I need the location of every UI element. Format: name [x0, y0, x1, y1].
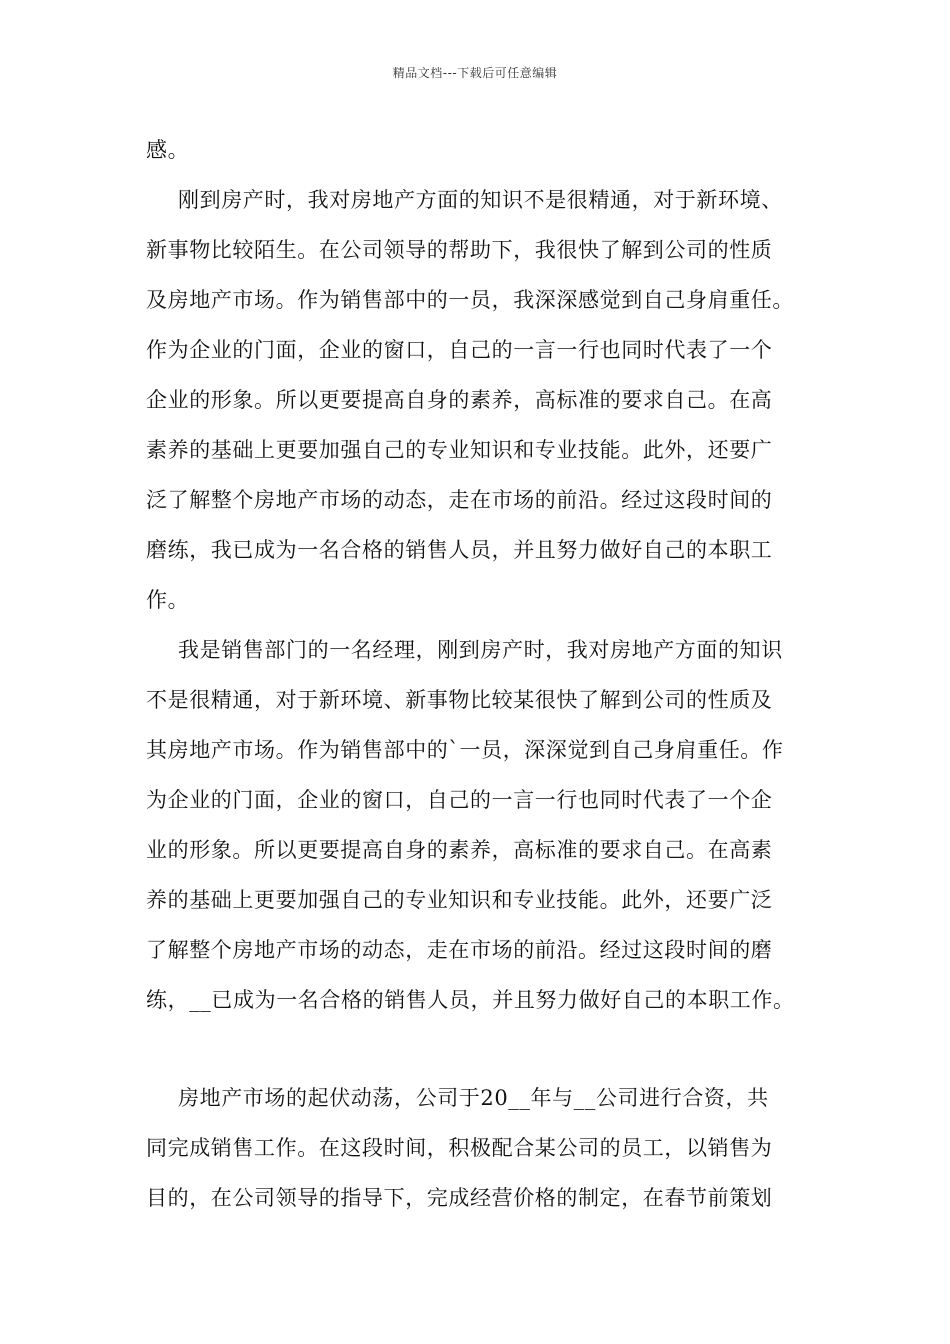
text-line: 作。: [146, 588, 190, 612]
text-line: 业的形象。所以更要提高自身的素养，高标准的要求自己。在高素: [146, 838, 773, 862]
text-line: 不是很精通，对于新环境、新事物比较某很快了解到公司的性质及: [146, 688, 773, 712]
text-line: 同完成销售工作。在这段时间，积极配合某公司的员工，以销售为: [146, 1136, 773, 1160]
text-line: 练，__已成为一名合格的销售人员，并且努力做好自己的本职工作。: [146, 988, 795, 1012]
text-line: 及房地产市场。作为销售部中的一员，我深深感觉到自己身肩重任。: [146, 288, 794, 312]
text-line: 新事物比较陌生。在公司领导的帮助下，我很快了解到公司的性质: [146, 238, 773, 262]
text-line: 为企业的门面，企业的窗口，自己的一言一行也同时代表了一个企: [146, 788, 773, 812]
text-line: 我是销售部门的一名经理，刚到房产时，我对房地产方面的知识: [178, 638, 783, 662]
text-line: 其房地产市场。作为销售部中的`一员，深深觉到自己身肩重任。作: [146, 738, 784, 762]
text-line: 刚到房产时，我对房地产方面的知识不是很精通，对于新环境、: [178, 188, 783, 212]
text-line: 企业的形象。所以更要提高自身的素养，高标准的要求自己。在高: [146, 388, 773, 412]
text-line: 磨练，我已成为一名合格的销售人员，并且努力做好自己的本职工: [146, 538, 773, 562]
text-line: 养的基础上更要加强自己的专业知识和专业技能。此外，还要广泛: [146, 888, 773, 912]
text-line: 房地产市场的起伏动荡，公司于20__年与__公司进行合资，共: [178, 1086, 769, 1110]
page-header: 精品文档---下载后可任意编辑: [392, 66, 558, 80]
text-line: 感。: [146, 138, 190, 162]
text-line: 作为企业的门面，企业的窗口，自己的一言一行也同时代表了一个: [146, 338, 773, 362]
text-line: 目的，在公司领导的指导下，完成经营价格的制定，在春节前策划: [146, 1186, 773, 1210]
text-line: 了解整个房地产市场的动态，走在市场的前沿。经过这段时间的磨: [146, 938, 773, 962]
text-line: 素养的基础上更要加强自己的专业知识和专业技能。此外，还要广: [146, 438, 773, 462]
text-line: 泛了解整个房地产市场的动态，走在市场的前沿。经过这段时间的: [146, 488, 773, 512]
